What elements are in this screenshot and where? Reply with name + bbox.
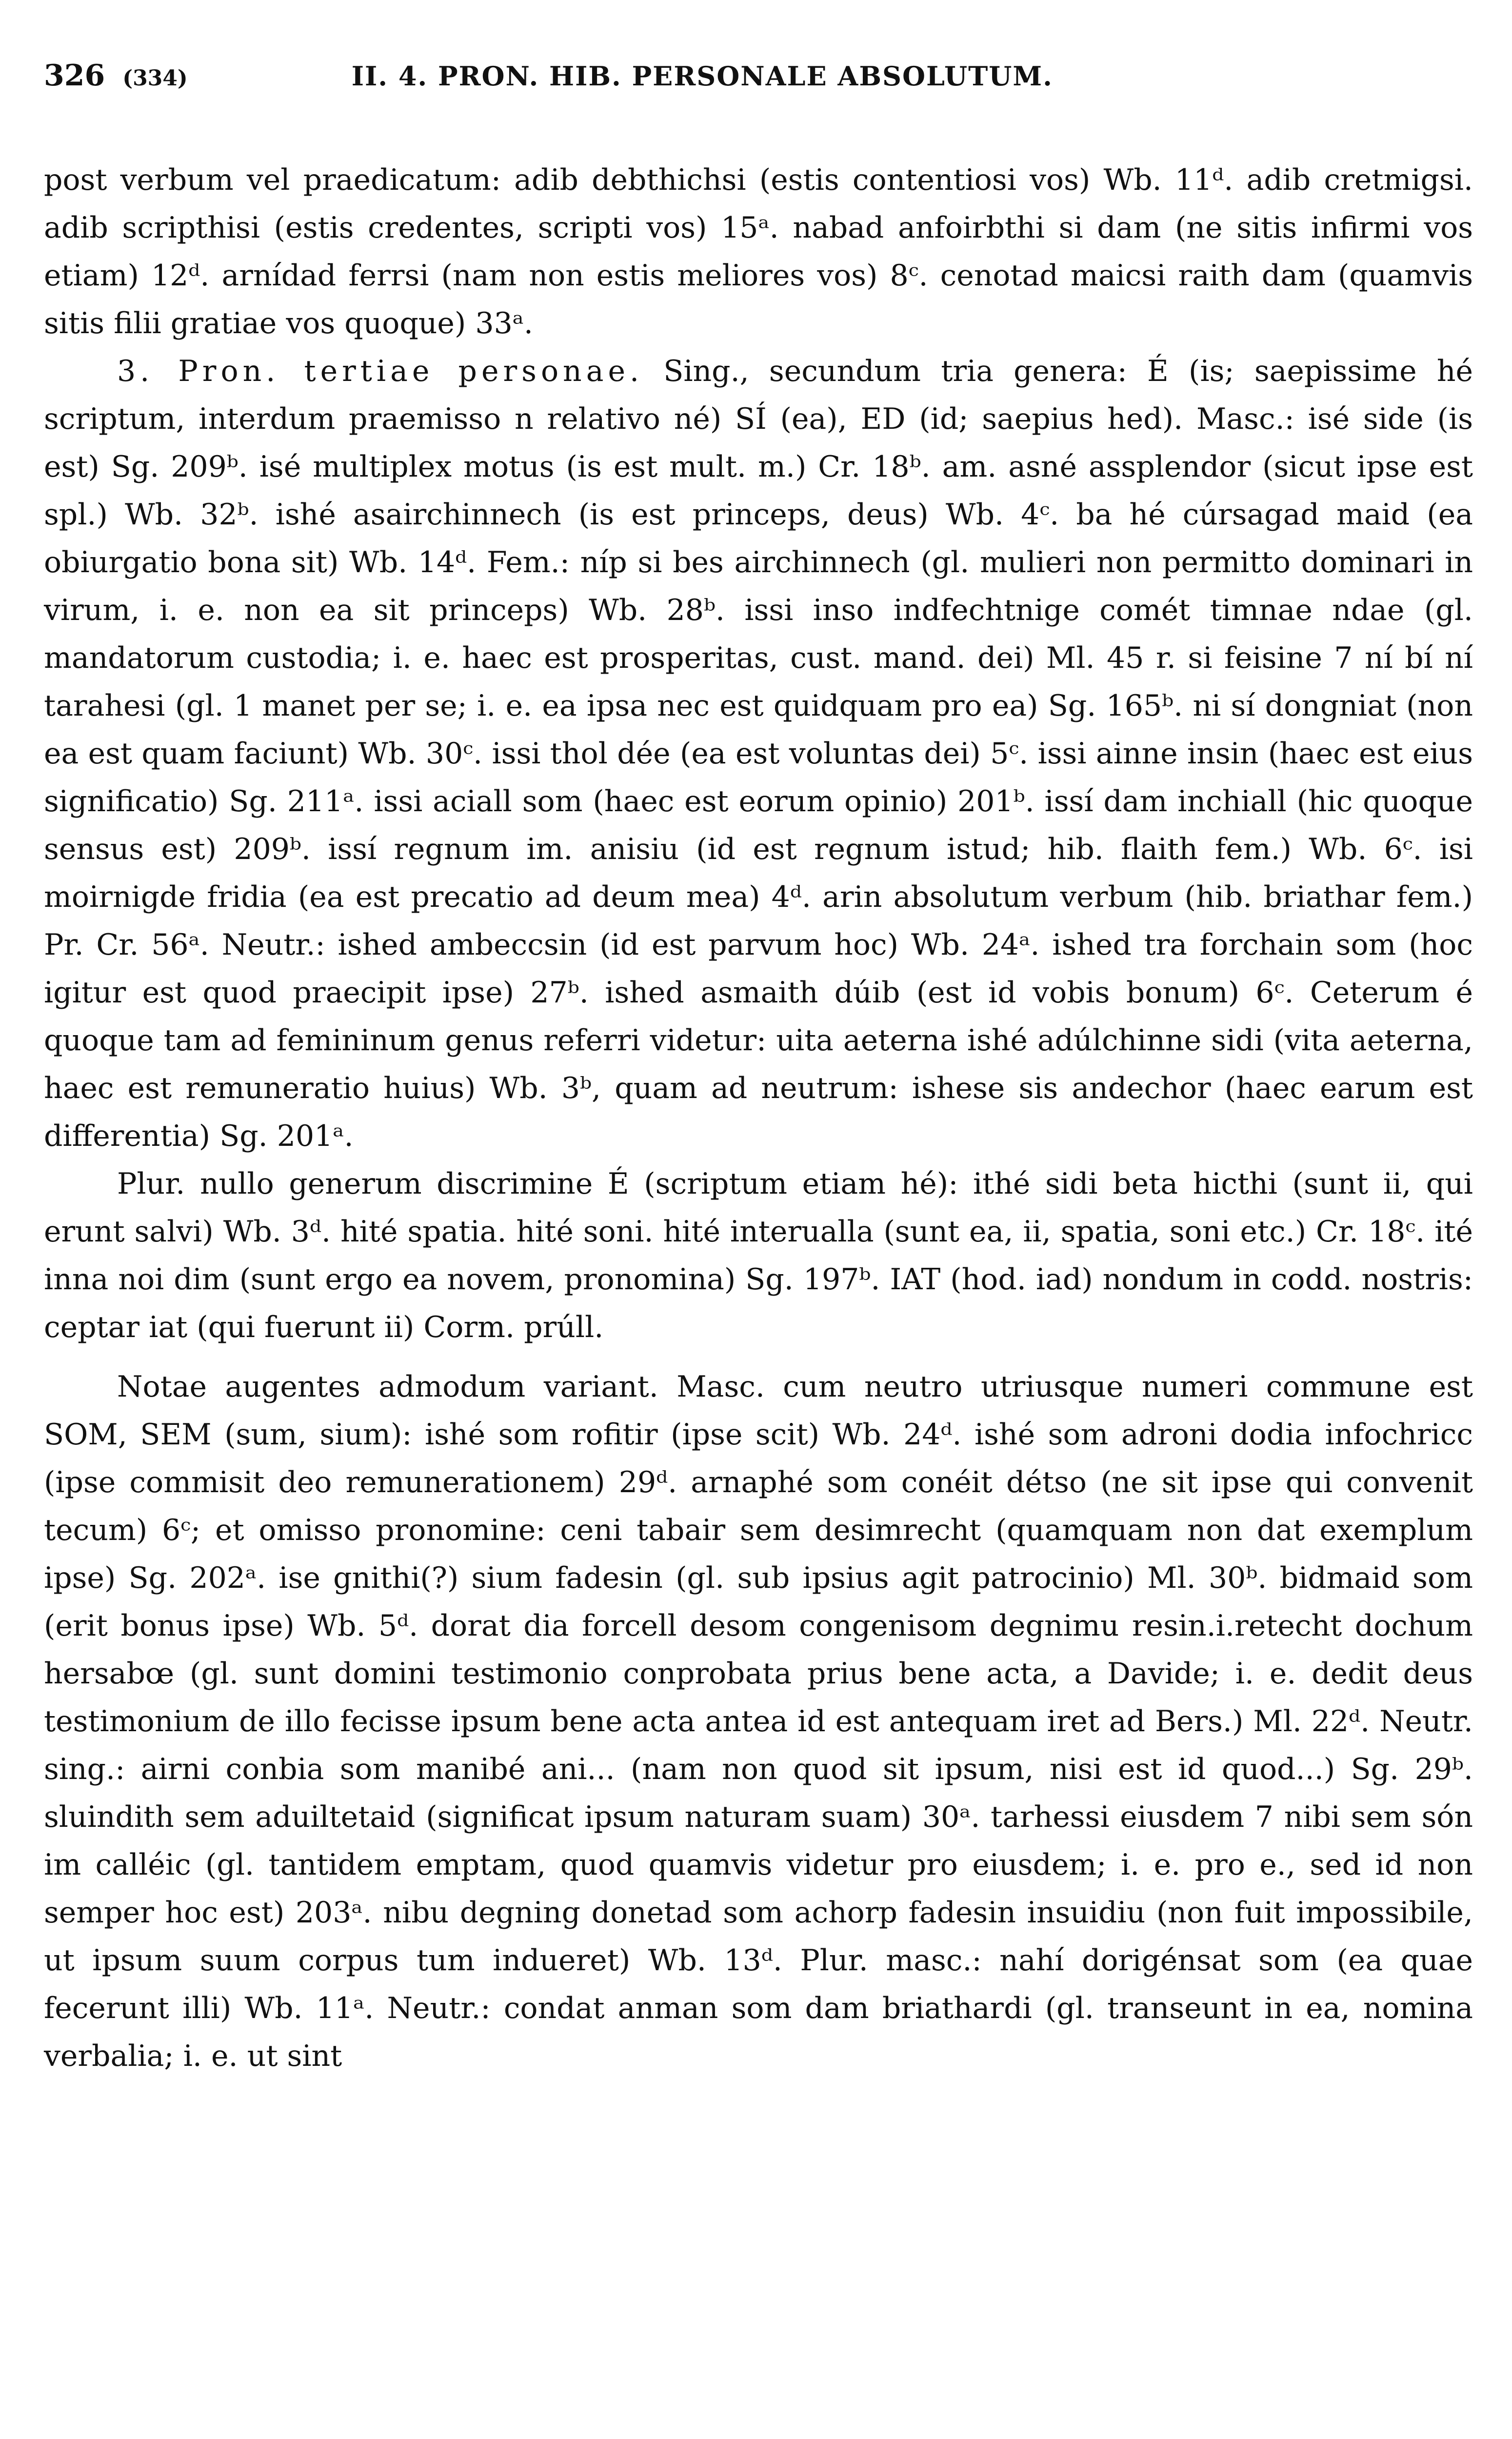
running-header — [44, 59, 1473, 93]
paragraph-2 — [44, 347, 1473, 1160]
paragraph-2-text: Sing., secundum tria genera: É (is; saepissime hé scriptum, interdum praemisso n relativo né) SÍ (ea), ED (id; saepius hed). Masc.: isé side (is est) Sg. 209ᵇ. isé multiplex motus (is est mult. m.) Cr. 18ᵇ. am. asné assplendor (sicut ipse est spl.) Wb. 32ᵇ. ishé asairchinnech (is est princeps, deus) Wb. 4ᶜ. ba hé cúrsagad maid (ea obiurgatio bona sit) Wb. 14ᵈ. Fem.: níp si bes airchinnech (gl. mulieri non permitto dominari in virum, i. e. non ea sit princeps) Wb. 28ᵇ. issi inso indfechtnige comét timnae ndae (gl. mandatorum custodia; i. e. haec est prosperitas, cust. mand. dei) Ml. 45 r. si feisine 7 ní bí ní tarahesi (gl. 1 manet per se; i. e. ea ipsa nec est quidquam pro ea) Sg. 165ᵇ. ni sí dongniat (non ea est quam faciunt) Wb. 30ᶜ. issi thol dée (ea est voluntas dei) 5ᶜ. issi ainne insin (haec est eius significatio) Sg. 211ᵃ. issi aciall som (haec est eorum opinio) 201ᵇ. issí dam inchiall (hic quoque sensus est) 209ᵇ. issí regnum im. anisiu (id est regnum istud; hib. flaith fem.) Wb. 6ᶜ. isi moirnigde fridia (ea est precatio ad deum mea) 4ᵈ. arin absolutum verbum (hib. briathar fem.) Pr. Cr. 56ᵃ. Neutr.: ished ambeccsin (id est parvum hoc) Wb. 24ᵃ. ished tra forchain som (hoc igitur est quod praecipit ipse) 27ᵇ. ished asmaith dúib (est id vobis bonum) 6ᶜ. Ceterum é quoque tam ad femininum genus referri videtur: uita aeterna ishé adúlchinne sidi (vita aeterna, haec est remuneratio huius) Wb. 3ᵇ, quam ad neutrum: ishese sis andechor (haec earum est differentia) Sg. 201ᵃ. — [44, 354, 1473, 1153]
paragraph-3: Plur. nullo generum discrimine É (scriptum etiam hé): ithé sidi beta hicthi (sunt ii, qui erunt salvi) Wb. 3ᵈ. hité spatia. hité soni. hité interualla (sunt ea, ii, spatia, soni etc.) Cr. 18ᶜ. ité inna noi dim (sunt ergo ea novem, pronomina) Sg. 197ᵇ. IAT (hod. iad) nondum in codd. nostris: ceptar iat (qui fuerunt ii) Corm. prúll. — [44, 1167, 1473, 1344]
section-heading: 3. Pron. tertiae personae. — [117, 354, 644, 388]
body-text — [44, 156, 1473, 2080]
alt-page-number: (334) — [122, 66, 188, 91]
page-number: 326 — [44, 59, 105, 93]
running-title: II. 4. PRON. HIB. PERSONALE ABSOLUTUM. — [351, 60, 1053, 92]
paragraph-1: post verbum vel praedicatum: adib debthichsi (estis contentiosi vos) Wb. 11ᵈ. adib cretmigsi. adib scripthisi (estis credentes, scripti vos) 15ᵃ. nabad anfoirbthi si dam (ne sitis infirmi vos etiam) 12ᵈ. arnídad ferrsi (nam non estis meliores vos) 8ᶜ. cenotad maicsi raith dam (quamvis sitis filii gratiae vos quoque) 33ᵃ. — [44, 163, 1473, 340]
paragraph-4: Notae augentes admodum variant. Masc. cum neutro utriusque numeri commune est SOM, SEM (sum, sium): ishé som rofitir (ipse scit) Wb. 24ᵈ. ishé som adroni dodia infochricc (ipse commisit deo remunerationem) 29ᵈ. arnaphé som conéit détso (ne sit ipse qui convenit tecum) 6ᶜ; et omisso pronomine: ceni tabair sem desimrecht (quamquam non dat exemplum ipse) Sg. 202ᵃ. ise gnithi(?) sium fadesin (gl. sub ipsius agit patrocinio) Ml. 30ᵇ. bidmaid som (erit bonus ipse) Wb. 5ᵈ. dorat dia forcell desom congenisom degnimu resin.i.retecht dochum hersabœ (gl. sunt domini testimonio conprobata prius bene acta, a Davide; i. e. dedit deus testimonium de illo fecisse ipsum bene acta antea id est antequam iret ad Bers.) Ml. 22ᵈ. Neutr. sing.: airni conbia som manibé ani... (nam non quod sit ipsum, nisi est id quod...) Sg. 29ᵇ. sluindith sem aduiltetaid (significat ipsum naturam suam) 30ᵃ. tarhessi eiusdem 7 nibi sem són im calléic (gl. tantidem emptam, quod quamvis videtur pro eiusdem; i. e. pro e., sed id non semper hoc est) 203ᵃ. nibu degning donetad som achorp fadesin insuidiu (non fuit impossibile, ut ipsum suum corpus tum indueret) Wb. 13ᵈ. Plur. masc.: nahí dorigénsat som (ea quae fecerunt illi) Wb. 11ᵃ. Neutr.: condat anman som dam briathardi (gl. transeunt in ea, nomina verbalia; i. e. ut sint — [44, 1370, 1473, 2073]
